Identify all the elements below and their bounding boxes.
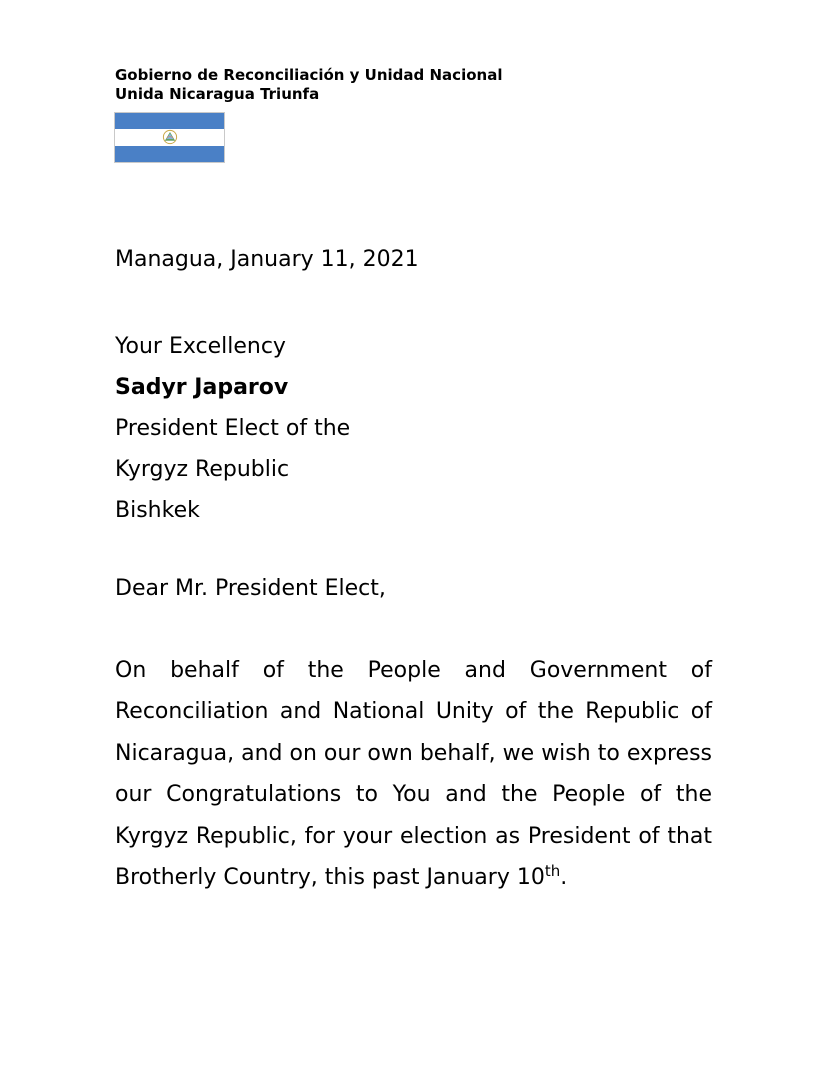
letterhead-slogan: Unida Nicaragua Triunfa	[115, 85, 320, 103]
nicaragua-flag	[114, 112, 225, 163]
body-paragraph-text: On behalf of the People and Government of Reconciliation and National Unity of the Republic of Nicaragua, and on our own behalf, we wish to express our Congratulations to You and the People of the Kyrgyz Republic, for your election as President of that Brotherly Country, this past January 10	[115, 658, 712, 891]
salutation: Dear Mr. President Elect,	[115, 576, 386, 601]
addressee-city: Bishkek	[115, 498, 200, 523]
letterhead-government-name: Gobierno de Reconciliación y Unidad Nacional	[115, 66, 503, 84]
addressee-name: Sadyr Japarov	[115, 375, 289, 400]
addressee-block	[115, 326, 712, 531]
flag-top-stripe	[115, 113, 224, 129]
ordinal-suffix: th	[544, 862, 561, 881]
coat-of-arms-icon	[160, 129, 180, 145]
letterhead	[115, 66, 502, 104]
addressee-title-line1: President Elect of the	[115, 416, 351, 441]
flag-bottom-stripe	[115, 146, 224, 162]
addressee-title-line2: Kyrgyz Republic	[115, 457, 290, 482]
addressee-honorific: Your Excellency	[115, 334, 286, 359]
end-punctuation: .	[560, 865, 568, 891]
letter-body-paragraph	[115, 650, 712, 898]
letter-date: Managua, January 11, 2021	[115, 247, 419, 272]
flag-center-stripe	[115, 129, 224, 145]
